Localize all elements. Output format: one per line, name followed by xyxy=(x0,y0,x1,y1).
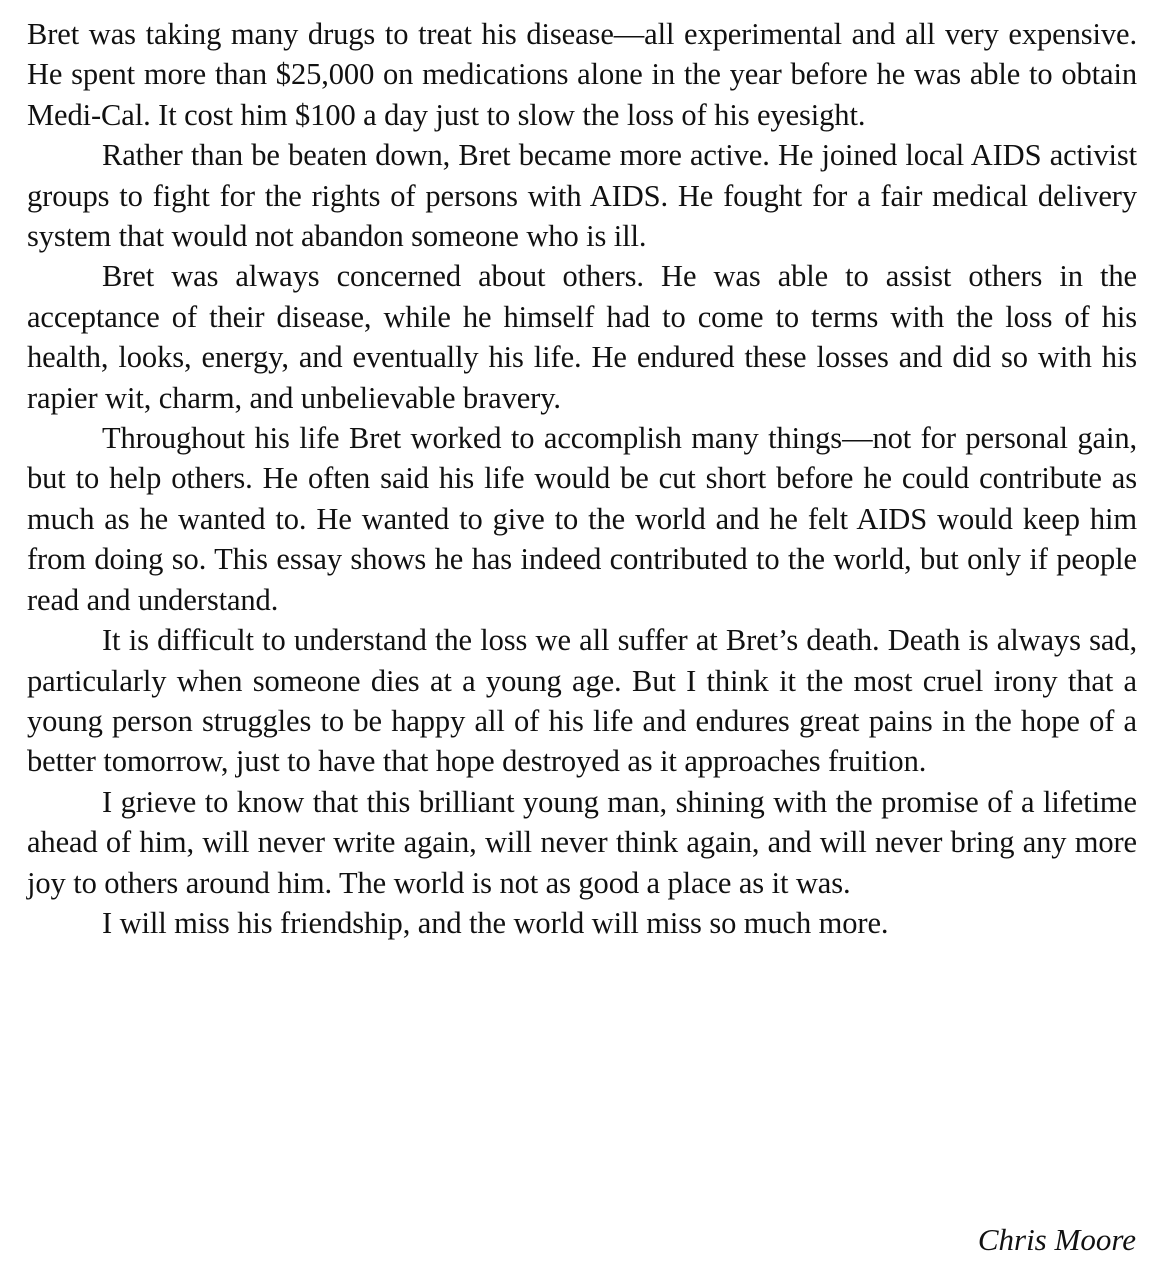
paragraph-3: Bret was always concerned about others. He was able to assist others in the acceptance of their disease, while he himself had to come to terms with the loss of his health, looks, energy, and eventually his life. He endured these losses and did so with his rapier wit, charm, and unbelievable bravery. xyxy=(27,259,1137,415)
paragraph-5: It is difficult to understand the loss we all suffer at Bret’s death. Death is always sad, particularly when someone dies at a young age. But I think it the most cruel irony that a young person struggles to be happy all of his life and endures great pains in the hope of a better tomorrow, just to have that hope destroyed as it approaches fruition. xyxy=(27,623,1137,779)
paragraph-7: I will miss his friendship, and the world will miss so much more. xyxy=(102,905,889,940)
paragraph-6: I grieve to know that this brilliant young man, shining with the promise of a lifetime ahead of him, will never write again, will never think again, and will never bring any more joy to others around him. The world is not as good a place as it was. xyxy=(27,784,1137,900)
author-signature: Chris Moore xyxy=(977,1222,1136,1257)
paragraph-1: Bret was taking many drugs to treat his disease—all experimental and all very expensive. He spent more than $25,000 on medications alone in the year before he was able to obtain Medi-Cal. It cost him $100 a day just to slow the loss of his eyesight. xyxy=(27,17,1137,132)
paragraph-4: Throughout his life Bret worked to accomplish many things—not for personal gain, but to help others. He often said his life would be cut short before he could contribute as much as he wanted to. He wanted to give to the world and he felt AIDS would keep him from doing so. This essay shows he has indeed contributed to the world, but only if people read and understand. xyxy=(27,421,1137,617)
paragraph-2: Rather than be beaten down, Bret became more active. He joined local AIDS activist groups to fight for the rights of persons with AIDS. He fought for a fair medical delivery system that would not abandon someone who is ill. xyxy=(27,138,1137,254)
